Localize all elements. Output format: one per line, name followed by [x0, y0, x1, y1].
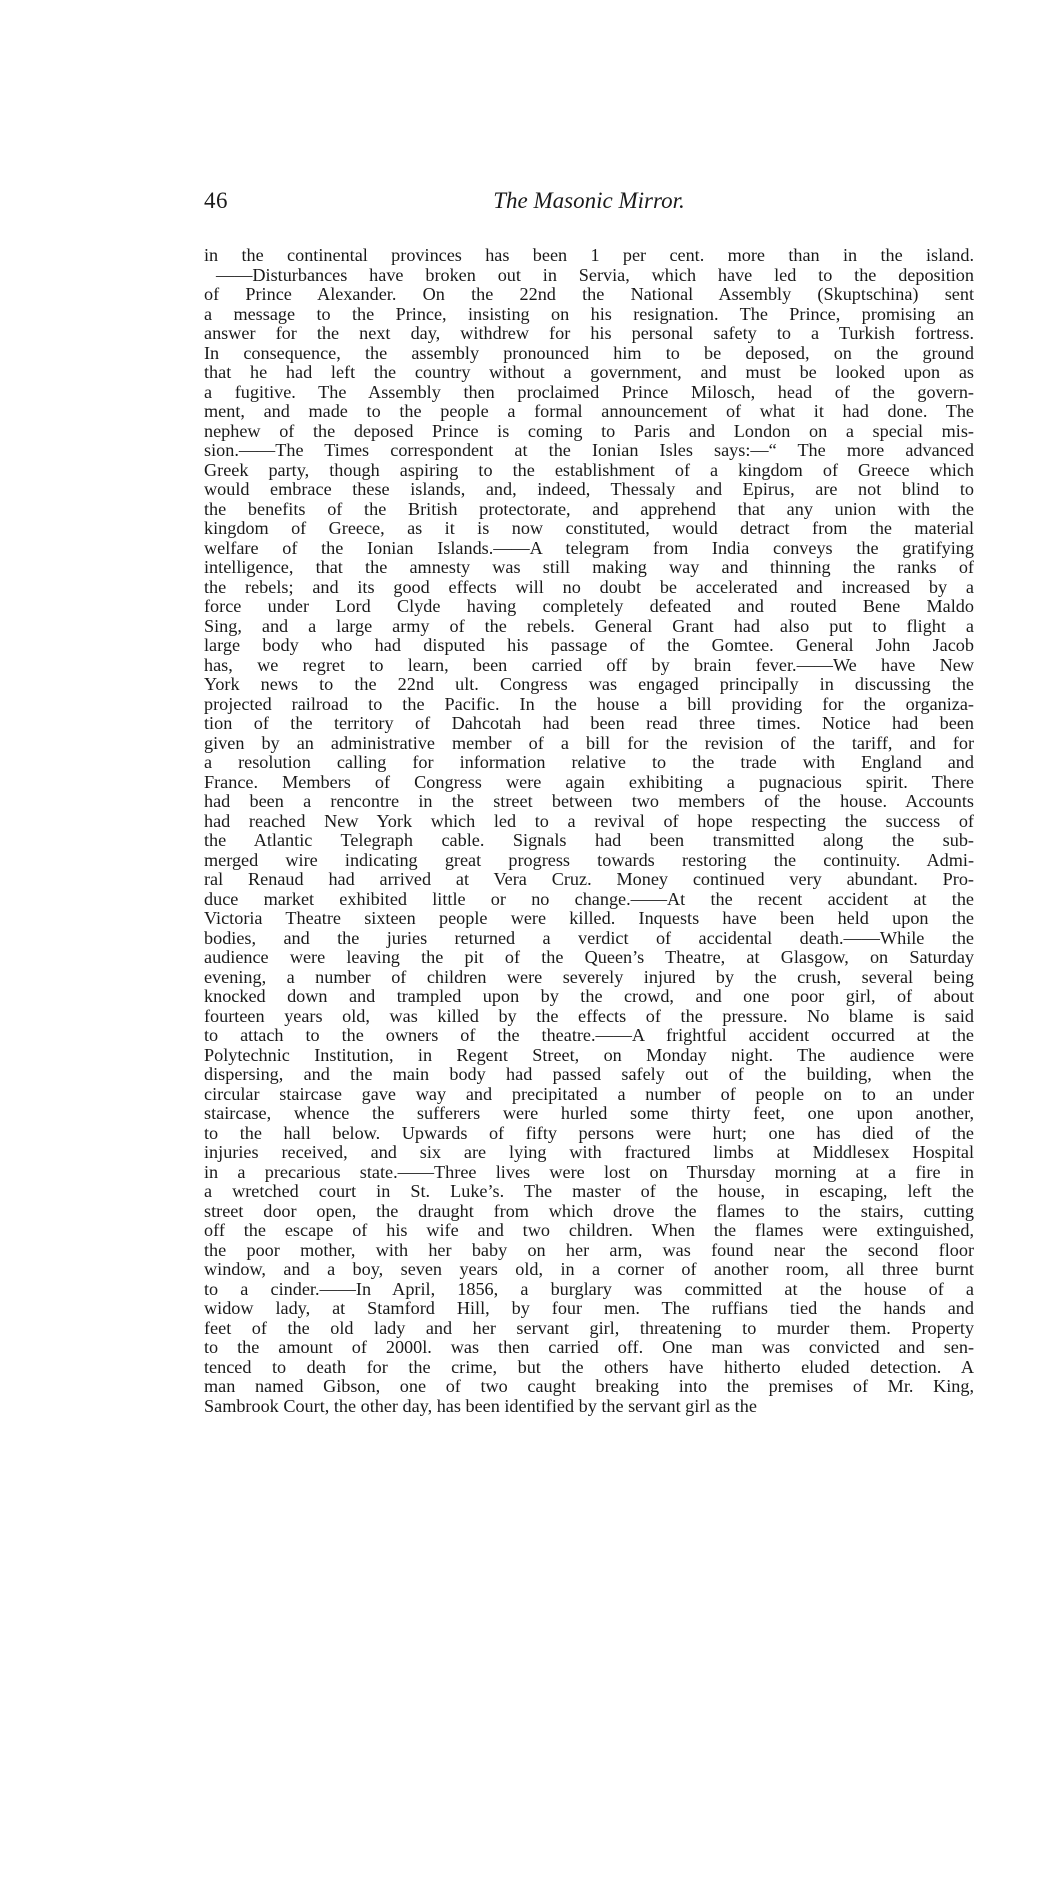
page-header — [204, 188, 974, 224]
page-number: 46 — [204, 188, 228, 213]
text-line: in the continental provinces has been 1 per cent. more than in the island. — [204, 246, 974, 265]
text-line: In consequence, the assembly pronounced him to be deposed, on the ground — [204, 343, 974, 363]
text-line: had reached New York which led to a revival of hope respecting the success of — [204, 811, 974, 831]
text-line: intelligence, that the amnesty was still making way and thinning the ranks of — [204, 558, 974, 577]
text-line: window, and a boy, seven years old, in a corner of another room, all three burnt — [204, 1260, 974, 1279]
text-line: widow lady, at Stamford Hill, by four men. The ruffians tied the hands and — [204, 1299, 974, 1318]
text-line: sion.——The Times correspondent at the Ionian Isles says:—“ The more advanced — [204, 441, 974, 460]
text-line: Polytechnic Institution, in Regent Street, on Monday night. The audience were — [204, 1045, 974, 1065]
text-line: Greek party, though aspiring to the establishment of a kingdom of Greece which — [204, 460, 974, 480]
text-line: street door open, the draught from which drove the flames to the stairs, cutting — [204, 1201, 974, 1221]
text-line: given by an administrative member of a bill for the revision of the tariff, and for — [204, 733, 974, 753]
text-line: the Atlantic Telegraph cable. Signals had been transmitted along the sub- — [204, 831, 974, 850]
text-line: to the amount of 2000l. was then carried off. One man was convicted and sen- — [204, 1338, 974, 1357]
text-line: welfare of the Ionian Islands.——A telegram from India conveys the gratifying — [204, 538, 974, 558]
text-line: a message to the Prince, insisting on his resignation. The Prince, promising an — [204, 304, 974, 324]
text-line: merged wire indicating great progress towards restoring the continuity. Admi- — [204, 850, 974, 870]
text-line: answer for the next day, withdrew for his personal safety to a Turkish fortress. — [204, 324, 974, 343]
text-line: tion of the territory of Dahcotah had been read three times. Notice had been — [204, 714, 974, 733]
text-line: Sambrook Court, the other day, has been identified by the servant girl as the — [204, 1396, 757, 1416]
text-line: dispersing, and the main body had passed safely out of the building, when the — [204, 1065, 974, 1084]
text-line: ——Disturbances have broken out in Servia, which have led to the deposition — [216, 265, 974, 285]
text-line: feet of the old lady and her servant girl, threatening to murder them. Property — [204, 1318, 974, 1338]
text-line: ral Renaud had arrived at Vera Cruz. Money continued very abundant. Pro- — [204, 870, 974, 889]
text-line: nephew of the deposed Prince is coming to Paris and London on a special mis- — [204, 421, 974, 441]
text-line: off the escape of his wife and two children. When the flames were extinguished, — [204, 1221, 974, 1240]
text-line: audience were leaving the pit of the Queen’s Theatre, at Glasgow, on Saturday — [204, 948, 974, 967]
text-line: ment, and made to the people a formal announcement of what it had done. The — [204, 402, 974, 421]
text-line: duce market exhibited little or no change.——At the recent accident at the — [204, 889, 974, 909]
text-line: fourteen years old, was killed by the effects of the pressure. No blame is said — [204, 1006, 974, 1026]
body-text — [204, 246, 974, 1416]
text-line: to the hall below. Upwards of fifty persons were hurt; one has died of the — [204, 1123, 974, 1143]
text-line: large body who had disputed his passage of the Gomtee. General John Jacob — [204, 636, 974, 655]
text-line: has, we regret to learn, been carried off by brain fever.——We have New — [204, 655, 974, 675]
text-line: France. Members of Congress were again exhibiting a pugnacious spirit. There — [204, 772, 974, 792]
text-line: a resolution calling for information relative to the trade with England and — [204, 753, 974, 772]
text-line: to attach to the owners of the theatre.——A frightful accident occurred at the — [204, 1026, 974, 1045]
text-line: kingdom of Greece, as it is now constituted, would detract from the material — [204, 519, 974, 538]
text-line: had been a rencontre in the street between two members of the house. Accounts — [204, 792, 974, 811]
text-line: evening, a number of children were severely injured by the crush, several being — [204, 967, 974, 987]
text-line: the rebels; and its good effects will no doubt be accelerated and increased by a — [204, 577, 974, 597]
text-line: injuries received, and six are lying with fractured limbs at Middlesex Hospital — [204, 1143, 974, 1162]
text-line: York news to the 22nd ult. Congress was engaged principally in discussing the — [204, 675, 974, 694]
text-line: tenced to death for the crime, but the others have hitherto eluded detection. A — [204, 1357, 974, 1377]
text-line: projected railroad to the Pacific. In the house a bill providing for the organiza- — [204, 694, 974, 714]
text-line: a wretched court in St. Luke’s. The master of the house, in escaping, left the — [204, 1182, 974, 1201]
text-line: bodies, and the juries returned a verdict of accidental death.——While the — [204, 928, 974, 948]
text-line: that he had left the country without a government, and must be looked upon as — [204, 363, 974, 382]
text-line: circular staircase gave way and precipitated a number of people on to an under — [204, 1084, 974, 1104]
text-line: the benefits of the British protectorate, and apprehend that any union with the — [204, 499, 974, 519]
text-line: Sing, and a large army of the rebels. General Grant had also put to flight a — [204, 616, 974, 636]
text-line: a fugitive. The Assembly then proclaimed Prince Milosch, head of the govern- — [204, 382, 974, 402]
text-line: man named Gibson, one of two caught breaking into the premises of Mr. King, — [204, 1377, 974, 1396]
running-title: The Masonic Mirror. — [493, 188, 685, 213]
text-line: the poor mother, with her baby on her arm, was found near the second floor — [204, 1240, 974, 1260]
text-line: in a precarious state.——Three lives were lost on Thursday morning at a fire in — [204, 1162, 974, 1182]
text-line: knocked down and trampled upon by the crowd, and one poor girl, of about — [204, 987, 974, 1006]
text-line: of Prince Alexander. On the 22nd the National Assembly (Skuptschina) sent — [204, 285, 974, 304]
text-line: staircase, whence the sufferers were hurled some thirty feet, one upon another, — [204, 1104, 974, 1123]
text-line: to a cinder.——In April, 1856, a burglary was committed at the house of a — [204, 1279, 974, 1299]
text-line: Victoria Theatre sixteen people were killed. Inquests have been held upon the — [204, 909, 974, 928]
text-line: force under Lord Clyde having completely defeated and routed Bene Maldo — [204, 597, 974, 616]
text-line: would embrace these islands, and, indeed, Thessaly and Epirus, are not blind to — [204, 480, 974, 499]
